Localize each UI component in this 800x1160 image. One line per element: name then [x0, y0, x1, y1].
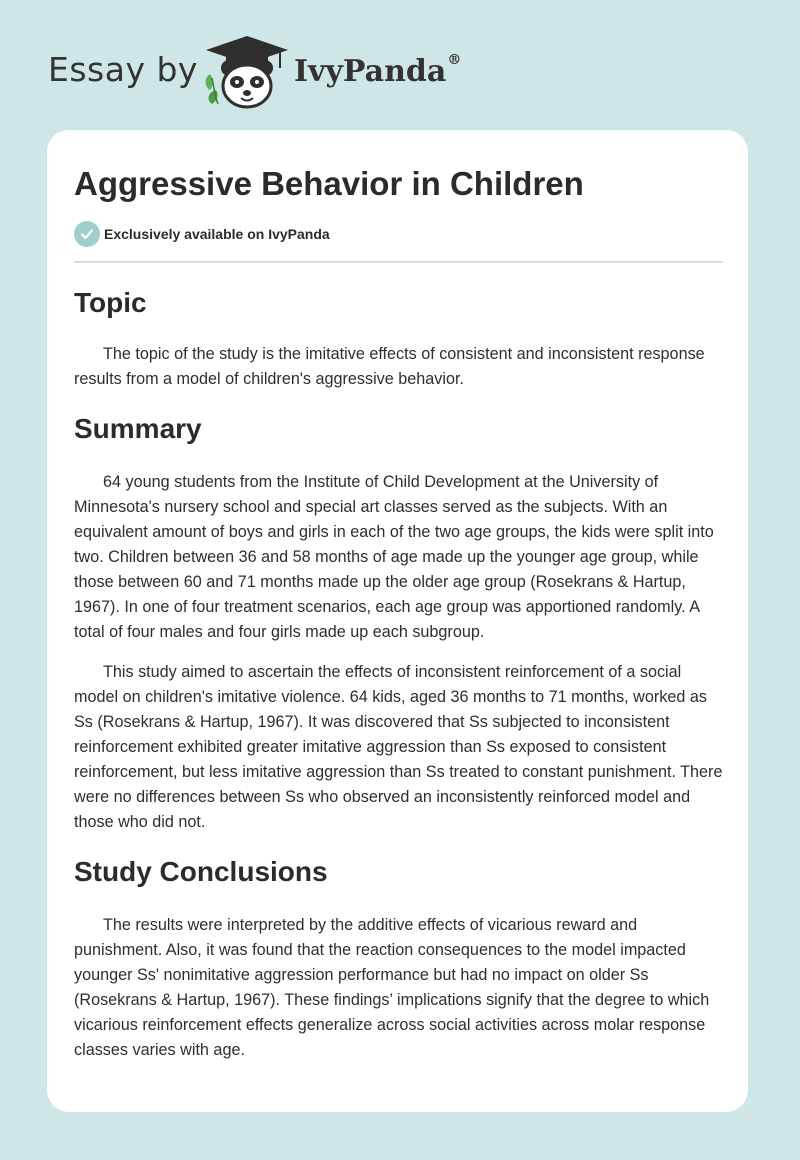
panda-logo-icon[interactable] [202, 34, 292, 110]
paragraph: The topic of the study is the imitative effects of consistent and inconsistent response results from a model of children's aggressive behavior. [74, 345, 705, 388]
brand-name[interactable]: IvyPanda® [294, 52, 462, 89]
paragraph: 64 young students from the Institute of Child Development at the University of Minnesota's nursery school and special art classes served as the subjects. With an equivalent amount of boys and girls in each of the two age groups, the kids were split into two. Children between 36 and 58 months of age made up the younger age group, while those between 60 and 71 months made up the older age group (Rosekrans & Hartup, 1967). In one of four treatment scenarios, each age group was apportioned randomly. A total of four males and four girls made up each subgroup. [74, 473, 714, 641]
section-heading-topic: Topic [74, 287, 147, 318]
exclusive-badge-label: Exclusively available on IvyPanda [104, 226, 330, 242]
paragraph: This study aimed to ascertain the effects of inconsistent reinforcement of a social model on children's imitative violence. 64 kids, aged 36 months to 71 months, worked as Ss (Rosekrans & Hartup, 1967). It was discovered that Ss subjected to inconsistent reinforcement exhibited greater imitative aggression than Ss exposed to consistent reinforcement, but less imitative aggression than Ss treated to constant punishment. There were no differences between Ss who observed an inconsistently reinforced model and those who did not. [74, 663, 723, 831]
paragraph: The results were interpreted by the additive effects of vicarious reward and punishment. Also, it was found that the reaction consequences to the model impacted younger Ss' nonimitative aggression performance but had no impact on older Ss (Rosekrans & Hartup, 1967). These findings’ implications signify that the degree to which vicarious reinforcement effects generalize across social activities across molar response classes varies with age. [74, 916, 710, 1059]
section-heading-summary: Summary [74, 413, 202, 444]
page-title: Aggressive Behavior in Children [74, 165, 584, 202]
check-icon [74, 221, 100, 247]
exclusive-badge [74, 221, 330, 247]
divider [74, 261, 723, 263]
essay-card [47, 130, 748, 1112]
site-header [48, 34, 548, 114]
section-heading-study-conclusions: Study Conclusions [74, 856, 328, 887]
essay-by-label: Essay by [48, 50, 198, 89]
